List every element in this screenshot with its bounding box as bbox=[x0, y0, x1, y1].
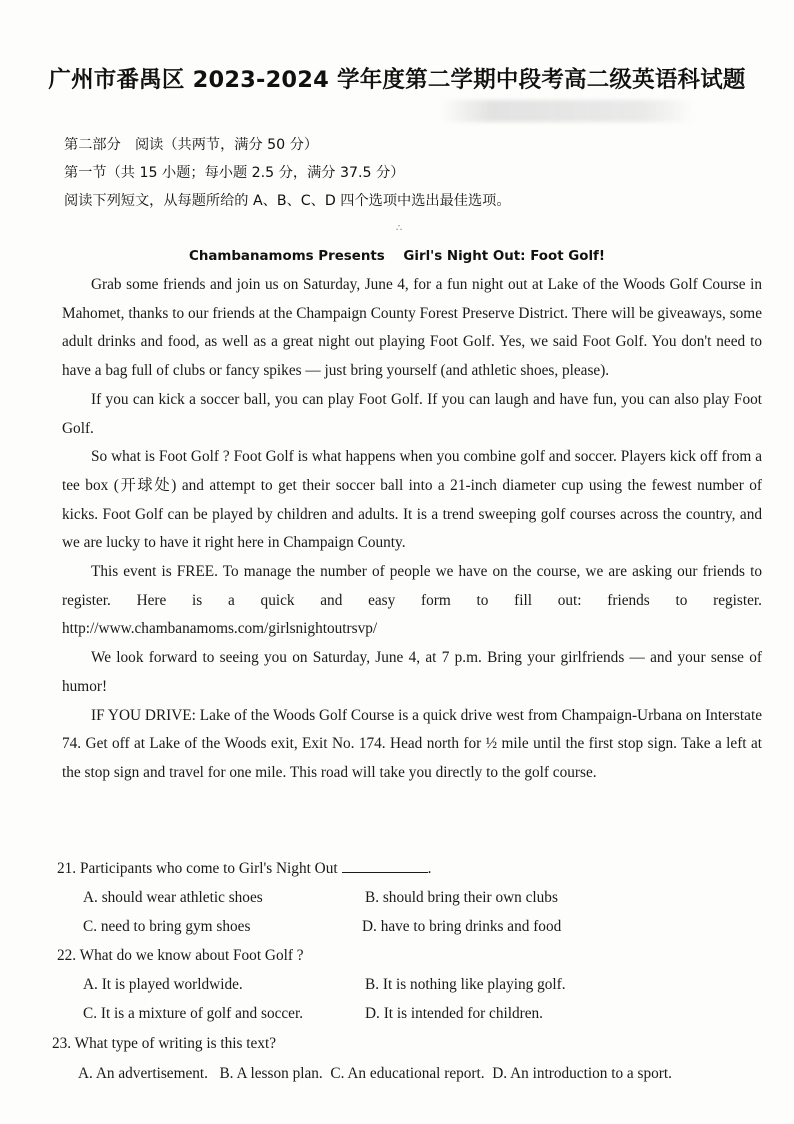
question-stem: 21. Participants who come to Girl's Night Out bbox=[57, 860, 338, 877]
question-21 bbox=[57, 860, 431, 878]
paragraph: If you can kick a soccer ball, you can play Foot Golf. If you can laugh and have fun, you can also play Foot Golf. bbox=[62, 390, 762, 437]
section-heading: 第一节（共 15 小题；每小题 2.5 分，满分 37.5 分） bbox=[64, 165, 405, 181]
paragraph: This event is FREE. To manage the number of people we have on the course, we are asking our friends to register. Here is a quick and easy form to fill out: friends to register. http://www.chambanamoms.com/girlsnightoutrsvp/ bbox=[62, 563, 762, 638]
scan-mark: ∴ bbox=[396, 223, 403, 234]
question-stem-end: . bbox=[427, 860, 432, 877]
paragraph: Grab some friends and join us on Saturday, June 4, for a fun night out at Lake of the Woods Golf Course in Mahomet, thanks to our friends at the Champaign County Forest Preserve District. There will be giveaways, some adult drinks and food, as well as a great night out playing Foot Golf. Yes, we said Foot Golf. You don't need to have a bag full of clubs or fancy spikes — just bring yourself (and athletic shoes, please). bbox=[62, 276, 762, 380]
option-21-a: A. should wear athletic shoes bbox=[83, 889, 263, 906]
question-23: 23. What type of writing is this text? bbox=[52, 1035, 277, 1052]
option-22-c: C. It is a mixture of golf and soccer. bbox=[83, 1005, 304, 1022]
directions-text: 阅读下列短文，从每题所给的 A、B、C、D 四个选项中选出最佳选项。 bbox=[64, 193, 511, 209]
part-heading: 第二部分 阅读（共两节，满分 50 分） bbox=[64, 137, 319, 153]
question-22: 22. What do we know about Foot Golf ? bbox=[57, 947, 304, 964]
option-22-b: B. It is nothing like playing golf. bbox=[365, 976, 566, 993]
option-22-d: D. It is intended for children. bbox=[365, 1005, 543, 1022]
passage-title: Chambanamoms Presents Girl's Night Out: Foot Golf! bbox=[189, 249, 605, 264]
option-21-c: C. need to bring gym shoes bbox=[83, 918, 251, 935]
exam-title: 广州市番禺区 2023-2024 学年度第二学期中段考高二级英语科试题 bbox=[48, 67, 746, 93]
scan-smudge bbox=[440, 100, 695, 122]
options-23: A. An advertisement. B. A lesson plan. C. An educational report. D. An introduction to a sport. bbox=[78, 1065, 672, 1082]
option-21-b: B. should bring their own clubs bbox=[365, 889, 558, 906]
option-22-a: A. It is played worldwide. bbox=[83, 976, 243, 993]
paragraph: IF YOU DRIVE: Lake of the Woods Golf Course is a quick drive west from Champaign-Urbana on Interstate 74. Get off at Lake of the Woods exit, Exit No. 174. Head north for ½ mile until the first stop sign. Take a left at the stop sign and travel for one mile. This road will take you directly to the golf course. bbox=[62, 706, 762, 781]
option-21-d: D. have to bring drinks and food bbox=[362, 918, 562, 935]
answer-blank bbox=[342, 871, 428, 873]
paragraph: We look forward to seeing you on Saturday, June 4, at 7 p.m. Bring your girlfriends — and your sense of humor! bbox=[62, 649, 762, 695]
paragraph: So what is Foot Golf ? Foot Golf is what happens when you combine golf and soccer. Players kick off from a tee box (开球处) and attempt to get their soccer ball into a 21-inch diameter cup using the fewest number of kicks. Foot Golf can be played by children and adults. It is a trend sweeping golf courses across the country, and we are lucky to have it right here in Champaign County. bbox=[62, 448, 762, 552]
passage-body bbox=[62, 271, 762, 788]
